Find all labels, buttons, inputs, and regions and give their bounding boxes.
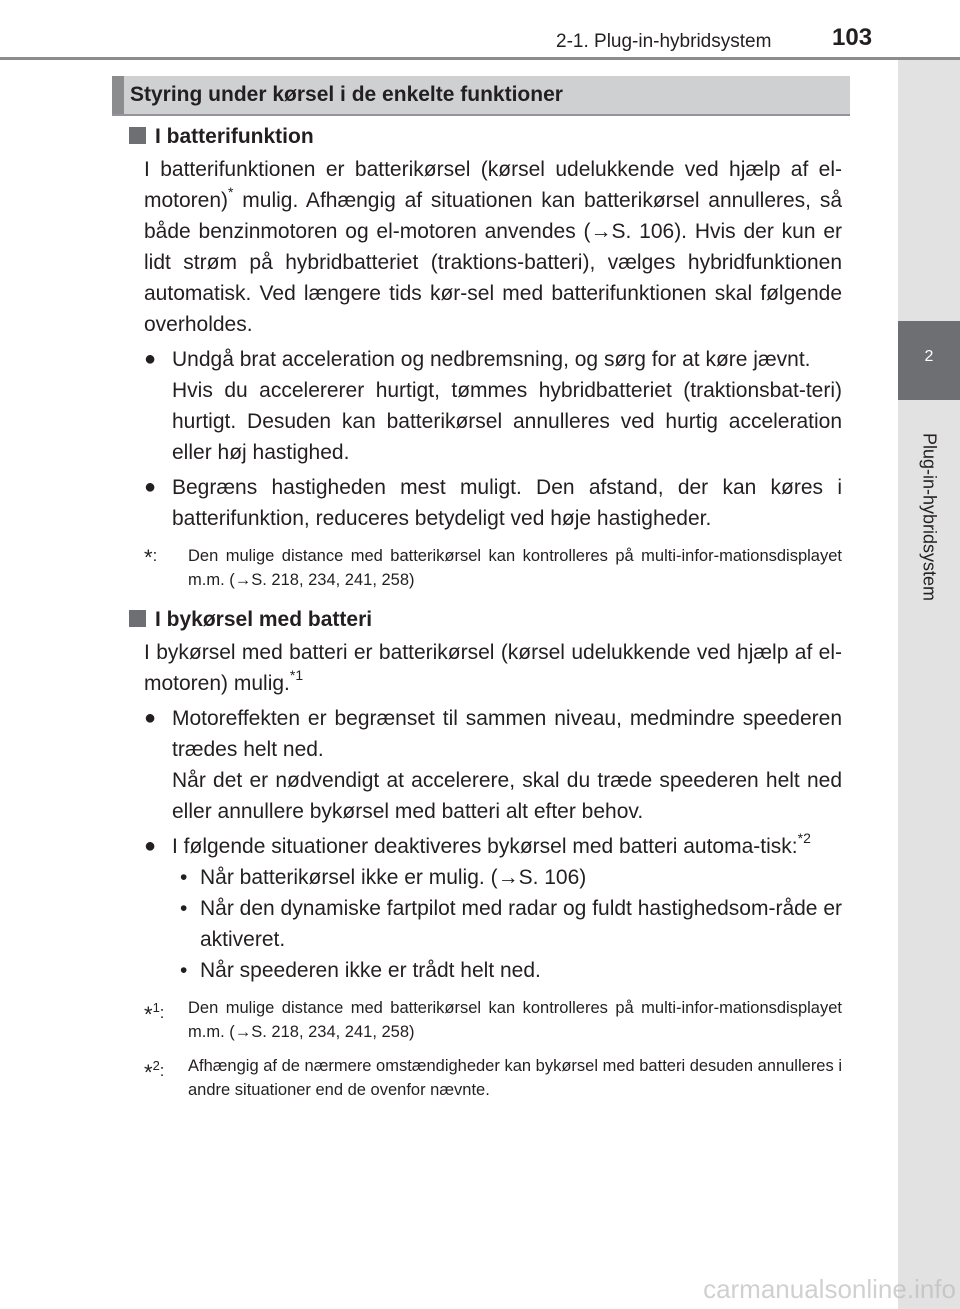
bullet-text: Når det er nødvendigt at accelerere, skal du træde speederen helt ned eller annullere bykørsel med batteri alt efter behov. — [172, 769, 842, 823]
round-bullet-icon: ● — [144, 707, 157, 729]
small-bullet-icon: • — [180, 866, 188, 889]
footnote-number: 1 — [152, 1000, 160, 1015]
page-number: 103 — [832, 24, 873, 51]
square-bullet-icon — [129, 610, 146, 627]
section-title-bar — [112, 76, 850, 116]
list-item — [144, 472, 842, 534]
list-item — [144, 344, 842, 468]
round-bullet-icon: ● — [144, 348, 157, 370]
sub-list-text: Når batterikørsel ikke er mulig. (→S. 106) — [200, 866, 587, 889]
footnote-marker: *2 — [797, 830, 811, 846]
chapter-side-tab — [898, 60, 960, 1309]
footnote-text: Den mulige distance med batterikørsel kan kontrolleres på multi-infor-mationsdisplayet m.m. (→S. 218, 234, 241, 258) — [188, 547, 842, 589]
footnote-text: Den mulige distance med batterikørsel kan kontrolleres på multi-infor-mationsdisplayet m.m. (→S. 218, 234, 241, 258) — [188, 999, 842, 1041]
section-title-accent — [112, 76, 124, 114]
subsection-heading-city-battery — [128, 604, 842, 635]
round-bullet-icon: ● — [144, 476, 157, 498]
watermark-text: carmanualsonline.info — [703, 1274, 956, 1304]
header-rule — [0, 57, 960, 60]
subsection-title: I batterifunktion — [155, 125, 314, 148]
footnote-asterisk: * — [144, 545, 153, 570]
footnote-marker: *1 — [289, 667, 304, 683]
sub-list-item — [180, 955, 842, 986]
footnote-text: Afhængig af de nærmere omstændigheder kan bykørsel med batteri desuden annulleres i andre situationer end de ovenfor nævnte. — [188, 1057, 842, 1099]
small-bullet-icon: • — [180, 897, 188, 920]
paragraph-text: I batterifunktionen er batterikørsel (kørsel udelukkende ved hjælp af el-motoren) — [144, 158, 842, 212]
page-content — [128, 119, 842, 1102]
sub-list-text: Når den dynamiske fartpilot med radar og fuldt hastighedsom-råde er aktiveret. — [200, 897, 842, 951]
subsection-title: I bykørsel med batteri — [155, 608, 373, 631]
sub-list-item — [180, 893, 842, 955]
paragraph — [144, 637, 842, 699]
list-item — [144, 831, 842, 986]
square-bullet-icon — [129, 127, 146, 144]
footnote-asterisk: * — [144, 1060, 153, 1085]
paragraph-text: I bykørsel med batteri er batterikørsel (kørsel udelukkende ved hjælp af el-motoren) mulig. — [144, 641, 842, 695]
bullet-text: I følgende situationer deaktiveres bykørsel med batteri automa-tisk: — [172, 835, 798, 858]
paragraph-text: mulig. Afhængig af situationen kan batterikørsel annulleres, så både benzinmotoren og el-motoren anvendes (→S. 106). Hvis der kun er lidt strøm på hybridbatteriet (traktions-batteri), vælges hybridfunktionen automatisk. Ved længere tids kør-sel med batterifunktionen skal følgende overholdes. — [144, 189, 842, 336]
subsection-heading-battery-mode — [128, 121, 842, 152]
round-bullet-icon: ● — [144, 835, 157, 857]
bullet-text: Motoreffekten er begrænset til sammen niveau, medmindre speederen trædes helt ned. — [172, 707, 842, 761]
chapter-number-box: 2 — [898, 321, 960, 400]
footnote: $^{*2}$: Afhængig af de nærmere omstændigheder kan bykørsel med batteri desuden annulleres i andre situationer end de ovenfor nævnte. — [144, 1054, 842, 1102]
small-bullet-icon: • — [180, 959, 188, 982]
bullet-text: Undgå brat acceleration og nedbremsning, og sørg for at køre jævnt. — [172, 348, 811, 371]
list-item — [144, 703, 842, 827]
paragraph — [144, 154, 842, 340]
running-header-section: 2-1. Plug-in-hybridsystem — [556, 31, 772, 52]
chapter-side-label: Plug-in-hybridsystem — [919, 432, 940, 602]
footnote-marker: * — [228, 184, 234, 200]
footnote: $^{*1}$: Den mulige distance med batterikørsel kan kontrolleres på multi-infor-mationsdisplayet m.m. (→S. 218, 234, 241, 258) — [144, 996, 842, 1044]
bullet-text: Begræns hastigheden mest muligt. Den afstand, der kan køres i batterifunktion, reduceres betydeligt ved høje hastigheder. — [172, 476, 842, 530]
footnote: *: Den mulige distance med batterikørsel kan kontrolleres på multi-infor-mationsdisplayet m.m. (→S. 218, 234, 241, 258) — [144, 544, 842, 592]
footnote-asterisk: * — [144, 1002, 153, 1027]
sub-list-text: Når speederen ikke er trådt helt ned. — [200, 959, 541, 982]
footnote-number: 2 — [152, 1058, 160, 1073]
sub-list-item — [180, 862, 842, 893]
bullet-text: Hvis du accelererer hurtigt, tømmes hybridbatteriet (traktionsbat-teri) hurtigt. Desuden kan batterikørsel annulleres ved hurtig acceleration eller høj hastighed. — [172, 379, 842, 464]
section-title: Styring under kørsel i de enkelte funktioner — [130, 83, 563, 106]
